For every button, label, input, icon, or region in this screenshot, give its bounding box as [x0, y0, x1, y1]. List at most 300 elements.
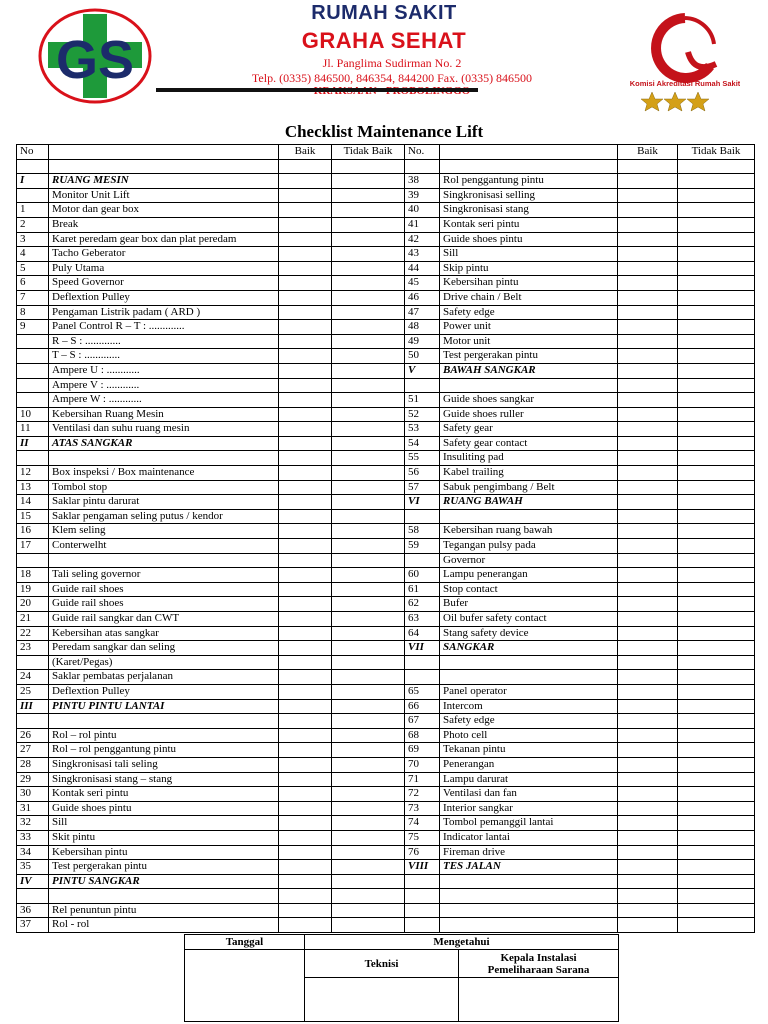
row-number: 48: [405, 320, 440, 335]
baik-checkbox[interactable]: [618, 378, 678, 393]
baik-checkbox[interactable]: [279, 349, 332, 364]
baik-checkbox[interactable]: [618, 407, 678, 422]
tidak-baik-checkbox[interactable]: [332, 903, 405, 918]
baik-checkbox[interactable]: [279, 816, 332, 831]
item-label: [440, 918, 618, 933]
baik-checkbox[interactable]: [618, 874, 678, 889]
tidak-baik-checkbox[interactable]: [332, 203, 405, 218]
baik-checkbox[interactable]: [279, 524, 332, 539]
tidak-baik-checkbox[interactable]: [678, 903, 755, 918]
row-number: 35: [17, 860, 49, 875]
baik-checkbox[interactable]: [618, 816, 678, 831]
baik-checkbox[interactable]: [618, 845, 678, 860]
table-row: [17, 845, 755, 860]
item-label: Singkronisasi selling: [440, 188, 618, 203]
tidak-baik-checkbox[interactable]: [332, 816, 405, 831]
baik-checkbox[interactable]: [618, 582, 678, 597]
row-number: 6: [17, 276, 49, 291]
tidak-baik-checkbox[interactable]: [678, 612, 755, 627]
baik-checkbox[interactable]: [279, 772, 332, 787]
tidak-baik-checkbox[interactable]: [678, 553, 755, 568]
tidak-baik-checkbox[interactable]: [678, 436, 755, 451]
tidak-baik-checkbox[interactable]: [332, 159, 405, 174]
row-number: 34: [17, 845, 49, 860]
row-number: [17, 378, 49, 393]
row-number: 64: [405, 626, 440, 641]
baik-checkbox[interactable]: [618, 860, 678, 875]
baik-checkbox[interactable]: [618, 203, 678, 218]
baik-checkbox[interactable]: [618, 495, 678, 510]
tidak-baik-checkbox[interactable]: [332, 378, 405, 393]
baik-checkbox[interactable]: [618, 553, 678, 568]
tidak-baik-checkbox[interactable]: [678, 816, 755, 831]
baik-checkbox[interactable]: [279, 714, 332, 729]
baik-checkbox[interactable]: [618, 714, 678, 729]
item-label: Peredam sangkar dan seling: [49, 641, 279, 656]
baik-checkbox[interactable]: [279, 860, 332, 875]
baik-checkbox[interactable]: [618, 743, 678, 758]
row-number: 16: [17, 524, 49, 539]
tidak-baik-checkbox[interactable]: [678, 276, 755, 291]
section-title: RUANG MESIN: [49, 174, 279, 189]
baik-checkbox[interactable]: [279, 290, 332, 305]
tidak-baik-checkbox[interactable]: [678, 174, 755, 189]
item-label: Sabuk pengimbang / Belt: [440, 480, 618, 495]
tidak-baik-checkbox[interactable]: [332, 247, 405, 262]
tidak-baik-checkbox[interactable]: [332, 699, 405, 714]
row-number: 76: [405, 845, 440, 860]
tidak-baik-checkbox[interactable]: [678, 874, 755, 889]
tidak-baik-checkbox[interactable]: [678, 641, 755, 656]
baik-checkbox[interactable]: [618, 363, 678, 378]
tidak-baik-checkbox[interactable]: [332, 582, 405, 597]
tidak-baik-checkbox[interactable]: [678, 407, 755, 422]
tidak-baik-checkbox[interactable]: [678, 320, 755, 335]
baik-checkbox[interactable]: [618, 539, 678, 554]
item-label: Conterwelht: [49, 539, 279, 554]
tidak-baik-checkbox[interactable]: [332, 772, 405, 787]
tidak-baik-checkbox[interactable]: [678, 582, 755, 597]
baik-checkbox[interactable]: [279, 378, 332, 393]
baik-checkbox[interactable]: [279, 918, 332, 933]
row-number: [405, 670, 440, 685]
tidak-baik-checkbox[interactable]: [332, 655, 405, 670]
tidak-baik-checkbox[interactable]: [678, 232, 755, 247]
tidak-baik-checkbox[interactable]: [332, 174, 405, 189]
tidak-baik-checkbox[interactable]: [678, 334, 755, 349]
row-number: 46: [405, 290, 440, 305]
baik-checkbox[interactable]: [279, 743, 332, 758]
tidak-baik-checkbox[interactable]: [678, 772, 755, 787]
baik-checkbox[interactable]: [618, 655, 678, 670]
row-number: [17, 393, 49, 408]
row-number: 58: [405, 524, 440, 539]
tidak-baik-checkbox[interactable]: [678, 655, 755, 670]
item-label: [440, 159, 618, 174]
row-number: 45: [405, 276, 440, 291]
tidak-baik-checkbox[interactable]: [678, 539, 755, 554]
baik-checkbox[interactable]: [279, 641, 332, 656]
tidak-baik-checkbox[interactable]: [678, 159, 755, 174]
item-label: [49, 159, 279, 174]
tidak-baik-checkbox[interactable]: [332, 568, 405, 583]
tidak-baik-checkbox[interactable]: [678, 830, 755, 845]
item-label: Puly Utama: [49, 261, 279, 276]
tidak-baik-checkbox[interactable]: [332, 451, 405, 466]
baik-checkbox[interactable]: [618, 422, 678, 437]
baik-checkbox[interactable]: [618, 436, 678, 451]
tidak-baik-checkbox[interactable]: [332, 466, 405, 481]
tidak-baik-checkbox[interactable]: [332, 407, 405, 422]
baik-checkbox[interactable]: [279, 407, 332, 422]
baik-checkbox[interactable]: [618, 393, 678, 408]
baik-checkbox[interactable]: [618, 772, 678, 787]
tidak-baik-checkbox[interactable]: [332, 597, 405, 612]
baik-checkbox[interactable]: [279, 889, 332, 904]
item-label: Kebersihan Ruang Mesin: [49, 407, 279, 422]
row-number: [17, 159, 49, 174]
baik-checkbox[interactable]: [279, 582, 332, 597]
tidak-baik-checkbox[interactable]: [678, 422, 755, 437]
tidak-baik-checkbox[interactable]: [678, 568, 755, 583]
baik-checkbox[interactable]: [279, 757, 332, 772]
baik-checkbox[interactable]: [279, 232, 332, 247]
hospital-address: Jl. Panglima Sudirman No. 2: [322, 56, 462, 70]
item-label: Lampu penerangan: [440, 568, 618, 583]
tidak-baik-checkbox[interactable]: [678, 699, 755, 714]
baik-checkbox[interactable]: [279, 159, 332, 174]
tidak-baik-checkbox[interactable]: [678, 247, 755, 262]
item-label: Singkronisasi stang – stang: [49, 772, 279, 787]
table-row: [17, 655, 755, 670]
row-number: 42: [405, 232, 440, 247]
item-label: [440, 889, 618, 904]
baik-checkbox[interactable]: [618, 174, 678, 189]
baik-checkbox[interactable]: [618, 830, 678, 845]
baik-checkbox[interactable]: [279, 539, 332, 554]
baik-checkbox[interactable]: [618, 699, 678, 714]
tidak-baik-checkbox[interactable]: [332, 524, 405, 539]
baik-checkbox[interactable]: [279, 480, 332, 495]
tidak-baik-checkbox[interactable]: [332, 874, 405, 889]
baik-checkbox[interactable]: [279, 612, 332, 627]
item-label: [49, 553, 279, 568]
logo-text: GS: [55, 30, 135, 90]
item-label: Guide rail shoes: [49, 597, 279, 612]
item-label: [440, 509, 618, 524]
date-field[interactable]: [185, 950, 305, 1022]
tidak-baik-checkbox[interactable]: [678, 714, 755, 729]
baik-checkbox[interactable]: [279, 553, 332, 568]
col-item: [49, 145, 279, 160]
page-title: Checklist Maintenance Lift: [284, 122, 484, 141]
baik-checkbox[interactable]: [618, 334, 678, 349]
baik-checkbox[interactable]: [279, 203, 332, 218]
tidak-baik-checkbox[interactable]: [678, 845, 755, 860]
baik-checkbox[interactable]: [618, 320, 678, 335]
baik-checkbox[interactable]: [618, 217, 678, 232]
tidak-baik-checkbox[interactable]: [332, 305, 405, 320]
row-number: 5: [17, 261, 49, 276]
baik-checkbox[interactable]: [618, 466, 678, 481]
tidak-baik-checkbox[interactable]: [332, 801, 405, 816]
tidak-baik-checkbox[interactable]: [678, 801, 755, 816]
table-row: [17, 597, 755, 612]
baik-checkbox[interactable]: [279, 568, 332, 583]
table-row: [17, 816, 755, 831]
tidak-baik-checkbox[interactable]: [678, 290, 755, 305]
baik-checkbox[interactable]: [618, 684, 678, 699]
tidak-baik-checkbox[interactable]: [332, 436, 405, 451]
baik-checkbox[interactable]: [618, 728, 678, 743]
baik-checkbox[interactable]: [279, 845, 332, 860]
item-label: Kabel trailing: [440, 466, 618, 481]
row-number: [17, 451, 49, 466]
row-number: 44: [405, 261, 440, 276]
baik-checkbox[interactable]: [279, 436, 332, 451]
baik-checkbox[interactable]: [279, 903, 332, 918]
baik-checkbox[interactable]: [279, 728, 332, 743]
baik-checkbox[interactable]: [618, 261, 678, 276]
baik-checkbox[interactable]: [279, 334, 332, 349]
baik-checkbox[interactable]: [618, 918, 678, 933]
tidak-baik-checkbox[interactable]: [678, 480, 755, 495]
baik-checkbox[interactable]: [618, 568, 678, 583]
table-header-row: [17, 145, 755, 160]
tidak-baik-checkbox[interactable]: [678, 393, 755, 408]
baik-checkbox[interactable]: [279, 363, 332, 378]
table-row: [17, 553, 755, 568]
baik-checkbox[interactable]: [279, 217, 332, 232]
tidak-baik-checkbox[interactable]: [332, 290, 405, 305]
tidak-baik-checkbox[interactable]: [332, 728, 405, 743]
accreditation-logo-icon: [630, 8, 740, 112]
tidak-baik-checkbox[interactable]: [678, 670, 755, 685]
table-row: [17, 918, 755, 933]
tidak-baik-checkbox[interactable]: [332, 612, 405, 627]
tidak-baik-checkbox[interactable]: [678, 495, 755, 510]
baik-checkbox[interactable]: [618, 889, 678, 904]
item-label: Stang safety device: [440, 626, 618, 641]
tidak-baik-checkbox[interactable]: [332, 860, 405, 875]
row-number: [17, 553, 49, 568]
baik-checkbox[interactable]: [618, 290, 678, 305]
tidak-baik-checkbox[interactable]: [332, 422, 405, 437]
row-number: [17, 714, 49, 729]
tidak-baik-checkbox[interactable]: [678, 524, 755, 539]
baik-checkbox[interactable]: [618, 276, 678, 291]
baik-checkbox[interactable]: [618, 626, 678, 641]
baik-checkbox[interactable]: [618, 188, 678, 203]
baik-checkbox[interactable]: [279, 320, 332, 335]
baik-checkbox[interactable]: [618, 670, 678, 685]
table-row: [17, 568, 755, 583]
item-label: Pengaman Listrik padam ( ARD ): [49, 305, 279, 320]
baik-checkbox[interactable]: [279, 699, 332, 714]
tidak-baik-checkbox[interactable]: [332, 830, 405, 845]
item-label: [49, 889, 279, 904]
tidak-baik-checkbox[interactable]: [678, 349, 755, 364]
tidak-baik-checkbox[interactable]: [678, 217, 755, 232]
tidak-baik-checkbox[interactable]: [332, 217, 405, 232]
baik-checkbox[interactable]: [279, 261, 332, 276]
item-label: Tacho Geberator: [49, 247, 279, 262]
tidak-baik-checkbox[interactable]: [332, 480, 405, 495]
row-number: 28: [17, 757, 49, 772]
baik-checkbox[interactable]: [618, 641, 678, 656]
row-number: 11: [17, 422, 49, 437]
row-number: 69: [405, 743, 440, 758]
tidak-baik-checkbox[interactable]: [332, 349, 405, 364]
item-label: R – S : .............: [49, 334, 279, 349]
item-label: Interior sangkar: [440, 801, 618, 816]
tidak-baik-checkbox[interactable]: [678, 305, 755, 320]
baik-checkbox[interactable]: [618, 451, 678, 466]
tidak-baik-checkbox[interactable]: [678, 378, 755, 393]
tidak-baik-checkbox[interactable]: [678, 451, 755, 466]
baik-checkbox[interactable]: [618, 305, 678, 320]
baik-checkbox[interactable]: [618, 903, 678, 918]
baik-checkbox[interactable]: [618, 612, 678, 627]
baik-checkbox[interactable]: [279, 801, 332, 816]
table-row: [17, 232, 755, 247]
tidak-baik-checkbox[interactable]: [678, 597, 755, 612]
tidak-baik-checkbox[interactable]: [332, 188, 405, 203]
item-label: Ventilasi dan suhu ruang mesin: [49, 422, 279, 437]
tidak-baik-checkbox[interactable]: [332, 539, 405, 554]
item-label: Kebersihan pintu: [440, 276, 618, 291]
baik-checkbox[interactable]: [618, 232, 678, 247]
tidak-baik-checkbox[interactable]: [678, 889, 755, 904]
signature-table: [184, 934, 619, 1022]
tidak-baik-checkbox[interactable]: [332, 757, 405, 772]
tidak-baik-checkbox[interactable]: [678, 918, 755, 933]
tidak-baik-checkbox[interactable]: [332, 495, 405, 510]
baik-checkbox[interactable]: [618, 509, 678, 524]
baik-checkbox[interactable]: [279, 495, 332, 510]
baik-checkbox[interactable]: [618, 349, 678, 364]
row-number: 37: [17, 918, 49, 933]
tidak-baik-checkbox[interactable]: [332, 743, 405, 758]
table-row: [17, 159, 755, 174]
baik-checkbox[interactable]: [279, 684, 332, 699]
tidak-baik-checkbox[interactable]: [332, 889, 405, 904]
item-label: Oil bufer safety contact: [440, 612, 618, 627]
tidak-baik-checkbox[interactable]: [332, 670, 405, 685]
tidak-baik-checkbox[interactable]: [332, 714, 405, 729]
table-row: [17, 495, 755, 510]
row-number: [405, 378, 440, 393]
tidak-baik-checkbox[interactable]: [332, 684, 405, 699]
baik-checkbox[interactable]: [279, 276, 332, 291]
tidak-baik-checkbox[interactable]: [332, 641, 405, 656]
tidak-baik-checkbox[interactable]: [678, 466, 755, 481]
baik-checkbox[interactable]: [279, 670, 332, 685]
tidak-baik-checkbox[interactable]: [332, 261, 405, 276]
tidak-baik-checkbox[interactable]: [332, 363, 405, 378]
tidak-baik-checkbox[interactable]: [678, 860, 755, 875]
baik-checkbox[interactable]: [618, 787, 678, 802]
tidak-baik-checkbox[interactable]: [678, 509, 755, 524]
baik-checkbox[interactable]: [279, 305, 332, 320]
tidak-baik-checkbox[interactable]: [332, 845, 405, 860]
section-title: BAWAH SANGKAR: [440, 363, 618, 378]
tidak-baik-checkbox[interactable]: [678, 363, 755, 378]
item-label: Panel Control R – T : .............: [49, 320, 279, 335]
tidak-baik-checkbox[interactable]: [332, 509, 405, 524]
baik-checkbox[interactable]: [279, 787, 332, 802]
baik-checkbox[interactable]: [279, 655, 332, 670]
baik-checkbox[interactable]: [279, 247, 332, 262]
table-row: [17, 772, 755, 787]
baik-checkbox[interactable]: [618, 597, 678, 612]
tidak-baik-checkbox[interactable]: [332, 276, 405, 291]
baik-checkbox[interactable]: [279, 466, 332, 481]
baik-checkbox[interactable]: [279, 626, 332, 641]
row-number: 15: [17, 509, 49, 524]
tidak-baik-checkbox[interactable]: [332, 393, 405, 408]
tidak-baik-checkbox[interactable]: [678, 261, 755, 276]
tidak-baik-checkbox[interactable]: [678, 684, 755, 699]
row-number: 56: [405, 466, 440, 481]
tidak-baik-checkbox[interactable]: [678, 757, 755, 772]
tidak-baik-checkbox[interactable]: [332, 334, 405, 349]
tidak-baik-checkbox[interactable]: [678, 188, 755, 203]
item-label: Saklar pintu darurat: [49, 495, 279, 510]
row-number: 9: [17, 320, 49, 335]
header-divider: [156, 88, 478, 92]
baik-checkbox[interactable]: [279, 393, 332, 408]
baik-checkbox[interactable]: [618, 801, 678, 816]
baik-checkbox[interactable]: [279, 188, 332, 203]
row-number: 62: [405, 597, 440, 612]
baik-checkbox[interactable]: [279, 174, 332, 189]
tidak-baik-checkbox[interactable]: [678, 626, 755, 641]
baik-checkbox[interactable]: [279, 422, 332, 437]
tidak-baik-checkbox[interactable]: [678, 728, 755, 743]
item-label: Safety gear contact: [440, 436, 618, 451]
tidak-baik-checkbox[interactable]: [678, 203, 755, 218]
baik-checkbox[interactable]: [618, 247, 678, 262]
baik-checkbox[interactable]: [279, 509, 332, 524]
table-row: [17, 217, 755, 232]
item-label: Governor: [440, 553, 618, 568]
head-signature-field[interactable]: [459, 978, 619, 1022]
tidak-baik-checkbox[interactable]: [332, 787, 405, 802]
tidak-baik-checkbox[interactable]: [332, 918, 405, 933]
tidak-baik-checkbox[interactable]: [332, 626, 405, 641]
table-row: [17, 305, 755, 320]
technician-signature-field[interactable]: [305, 978, 459, 1022]
date-header: Tanggal: [185, 935, 305, 950]
baik-checkbox[interactable]: [618, 159, 678, 174]
baik-checkbox[interactable]: [279, 874, 332, 889]
tidak-baik-checkbox[interactable]: [332, 320, 405, 335]
baik-checkbox[interactable]: [618, 524, 678, 539]
baik-checkbox[interactable]: [279, 597, 332, 612]
baik-checkbox[interactable]: [618, 757, 678, 772]
baik-checkbox[interactable]: [279, 830, 332, 845]
tidak-baik-checkbox[interactable]: [332, 232, 405, 247]
row-number: VII: [405, 641, 440, 656]
table-row: [17, 612, 755, 627]
tidak-baik-checkbox[interactable]: [678, 743, 755, 758]
baik-checkbox[interactable]: [279, 451, 332, 466]
row-number: 19: [17, 582, 49, 597]
tidak-baik-checkbox[interactable]: [332, 553, 405, 568]
tidak-baik-checkbox[interactable]: [678, 787, 755, 802]
baik-checkbox[interactable]: [618, 480, 678, 495]
